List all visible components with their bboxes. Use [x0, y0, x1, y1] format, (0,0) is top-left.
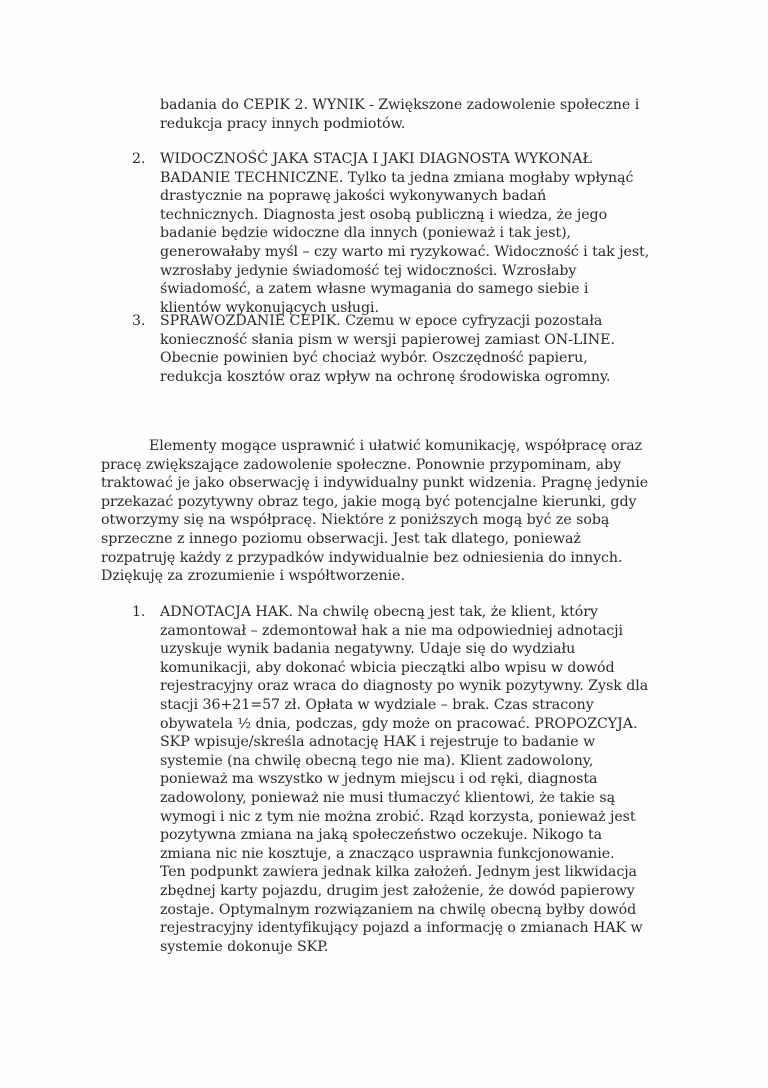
- continuation-text: [160, 96, 639, 133]
- text-line: zadowolony, ponieważ nie musi tłumaczyć klientowi, że takie są: [160, 789, 616, 806]
- text-line: wzrosłaby jedynie świadomość tej widoczności. Wzrosłaby: [160, 262, 577, 279]
- list-number: 3.: [132, 313, 146, 329]
- text-line: zbędnej karty pojazdu, drugim jest założenie, że dowód papierowy: [160, 882, 635, 899]
- text-line: stacji 36+21=57 zł. Opłata w wydziale – brak. Czas stracony: [160, 696, 594, 713]
- list-item-hak-annotation: [132, 603, 649, 956]
- text-line: komunikacji, aby dokonać wbicia pieczątki albo wpisu w dowód: [160, 659, 615, 676]
- text-line: zmiana nic nie kosztuje, a znacząco usprawnia funkcjonowanie.: [160, 845, 615, 862]
- text-line: Obecnie powinien być chociaż wybór. Oszczędność papieru,: [160, 350, 588, 367]
- text-line: zamontował – zdemontował hak a nie ma odpowiedniej adnotacji: [160, 622, 623, 639]
- text-line: rejestracyjny identyfikujący pojazd a informację o zmianach HAK w: [160, 920, 643, 937]
- text-line: rozpatruję każdy z przypadków indywidualnie bez odniesienia do innych.: [101, 549, 623, 566]
- text-line: pozytywna zmiana na jaką społeczeństwo oczekuje. Nikogo ta: [160, 827, 603, 844]
- text-line: świadomość, a zatem własne wymagania do samego siebie i: [160, 281, 589, 298]
- text-line: przekazać pozytywny obraz tego, jakie mogą być potencjalne kierunki, gdy: [101, 493, 637, 510]
- text-line: redukcja pracy innych podmiotów.: [160, 115, 406, 132]
- list-item-visibility: [132, 150, 650, 317]
- text-line: BADANIE TECHNICZNE. Tylko ta jedna zmiana mogłaby wpłynąć: [160, 169, 634, 186]
- text-line: wymogi i nic z tym nie można zrobić. Rząd korzysta, ponieważ jest: [160, 808, 636, 825]
- text-line: WIDOCZNOŚĆ JAKA STACJA I JAKI DIAGNOSTA WYKONAŁ: [160, 151, 592, 167]
- text-line: obywatela ½ dnia, podczas, gdy może on pracować. PROPOZCYJA.: [160, 715, 638, 732]
- text-line: ponieważ ma wszystko w jednym miejscu i od ręki, diagnosta: [160, 771, 598, 788]
- list-number: 2.: [132, 151, 146, 167]
- text-line: klientów wykonujących usługi.: [160, 299, 379, 316]
- text-line: redukcja kosztów oraz wpływ na ochronę środowiska ogromny.: [160, 368, 611, 385]
- text-line: pracę zwiększające zadowolenie społeczne. Ponownie przypominam, aby: [101, 456, 622, 473]
- body-paragraph: [101, 437, 648, 586]
- text-line: Elementy mogące usprawnić i ułatwić komunikację, współpracę oraz: [149, 438, 643, 454]
- text-line: sprzeczne z innego poziomu obserwacji. Jest tak dlatego, ponieważ: [101, 530, 581, 547]
- text-line: technicznych. Diagnosta jest osobą publiczną i wiedza, że jego: [160, 206, 608, 223]
- text-line: uzyskuje wynik badania negatywny. Udaje się do wydziału: [160, 641, 576, 658]
- text-line: Dziękuję za zrozumienie i współtworzenie.: [101, 568, 405, 585]
- list-number: 1.: [132, 604, 146, 620]
- text-line: generowałaby myśl – czy warto mi ryzykować. Widoczność i tak jest,: [160, 243, 650, 260]
- list-item-cepik-report: [132, 312, 615, 386]
- text-line: rejestracyjny oraz wraca do diagnosty po wynik pozytywny. Zysk dla: [160, 678, 649, 695]
- text-line: systemie dokonuje SKP.: [160, 938, 329, 955]
- text-line: traktować je jako obserwację i indywidualny punkt widzenia. Pragnę jedynie: [101, 475, 649, 492]
- text-line: badanie będzie widoczne dla innych (ponieważ i tak jest),: [160, 225, 572, 242]
- text-line: SPRAWOZDANIE CEPIK. Czemu w epoce cyfryzacji pozostała: [160, 313, 603, 329]
- text-line: otworzymy się na współpracę. Niektóre z poniższych mogą być ze sobą: [101, 512, 610, 529]
- text-line: ADNOTACJA HAK. Na chwilę obecną jest tak, że klient, który: [160, 604, 598, 620]
- text-line: drastycznie na poprawę jakości wykonywanych badań: [160, 188, 547, 205]
- text-line: SKP wpisuje/skreśla adnotację HAK i rejestruje to badanie w: [160, 734, 596, 751]
- text-line: systemie (na chwilę obecną tego nie ma). Klient zadowolony,: [160, 752, 594, 769]
- text-line: zostaje. Optymalnym rozwiązaniem na chwilę obecną byłby dowód: [160, 901, 637, 918]
- text-line: Ten podpunkt zawiera jednak kilka założeń. Jednym jest likwidacja: [160, 864, 637, 881]
- text-line: badania do CEPIK 2. WYNIK - Zwiększone zadowolenie społeczne i: [160, 97, 640, 113]
- text-line: konieczność słania pism w wersji papierowej zamiast ON-LINE.: [160, 331, 615, 348]
